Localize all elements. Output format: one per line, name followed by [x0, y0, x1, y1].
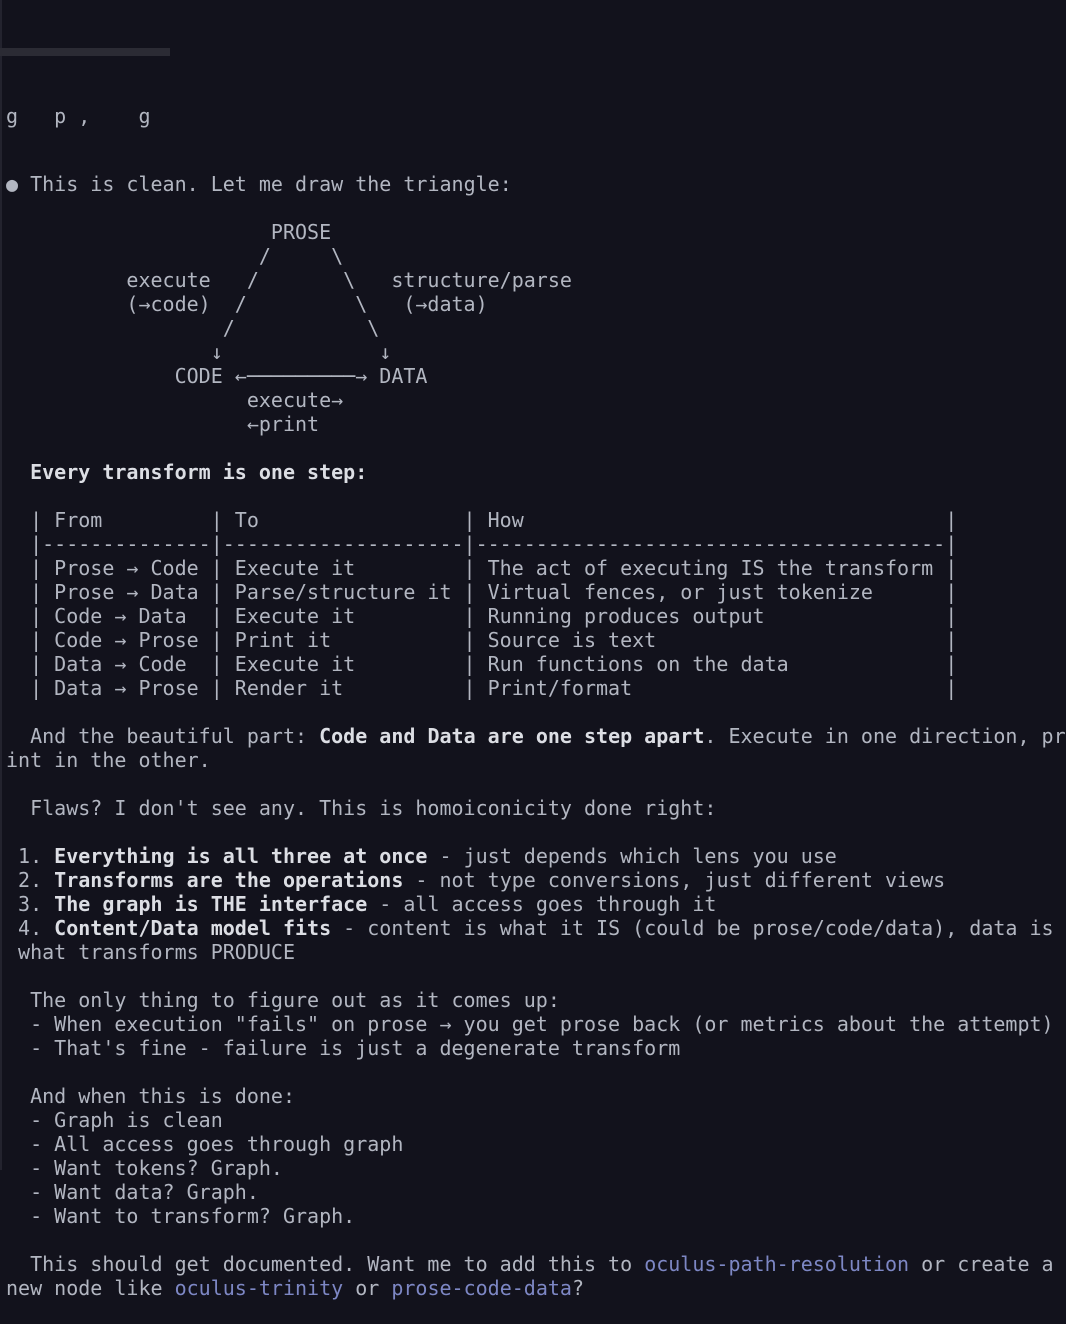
text-segment: | From | To | How |: [6, 508, 958, 532]
terminal-line: [0, 772, 1062, 796]
text-segment: - When execution "fails" on prose → you get prose back (or metrics about the attempt): [6, 1012, 1054, 1036]
dash-item: [0, 1132, 1062, 1156]
text-segment: ←print: [6, 412, 320, 436]
text-segment: | Code → Prose | Print it | Source is text |: [6, 628, 958, 652]
list-item-4-wrap: [0, 940, 1062, 964]
heading-every-transform: Every transform is one step:: [30, 460, 368, 484]
link-oculus-path-resolution[interactable]: oculus-path-resolution: [644, 1252, 910, 1276]
diagram-line: [0, 220, 1062, 244]
diagram-line: [0, 340, 1062, 364]
diagram-line: [0, 364, 1062, 388]
text-segment: ↓ ↓: [6, 340, 392, 364]
table-row: [0, 676, 1062, 700]
text-segment: The only thing to figure out as it comes up:: [6, 988, 560, 1012]
diagram-line: [0, 244, 1062, 268]
selection-highlight: [0, 48, 170, 56]
text-segment: 2.: [6, 868, 55, 892]
dash-item: [0, 1204, 1062, 1228]
text-segment: | Data → Prose | Render it | Print/format |: [6, 676, 958, 700]
bold-list-item-4: Content/Data model fits: [54, 916, 332, 940]
clipped-text: g p , g: [6, 104, 151, 128]
paragraph-line: [0, 1084, 1062, 1108]
text-segment: / \: [6, 316, 380, 340]
text-segment: | Prose → Data | Parse/structure it | Virtual fences, or just tokenize |: [6, 580, 958, 604]
terminal-line: [0, 820, 1062, 844]
text-segment: 4.: [6, 916, 55, 940]
diagram-line: [0, 268, 1062, 292]
paragraph-line: [0, 748, 1062, 772]
terminal-line: [0, 964, 1062, 988]
dash-item: [0, 1108, 1062, 1132]
terminal-line: [0, 1228, 1062, 1252]
text-segment: And the beautiful part:: [6, 724, 320, 748]
text-segment: - Graph is clean: [6, 1108, 223, 1132]
text-segment: [6, 460, 30, 484]
text-segment: int in the other.: [6, 748, 211, 772]
closing-line: [0, 1252, 1062, 1276]
text-segment: - Want tokens? Graph.: [6, 1156, 283, 1180]
text-segment: And when this is done:: [6, 1084, 295, 1108]
dash-item: [0, 1180, 1062, 1204]
diagram-line: [0, 292, 1062, 316]
text-segment: (→code) / \ (→data): [6, 292, 488, 316]
terminal-line: [0, 196, 1062, 220]
terminal-line: [0, 436, 1062, 460]
text-segment: . Execute in one direction, pr: [704, 724, 1066, 748]
bold-list-item-3: The graph is THE interface: [54, 892, 368, 916]
terminal-line: [0, 484, 1062, 508]
diagram-line: [0, 316, 1062, 340]
text-segment: ?: [571, 1276, 584, 1300]
text-segment: CODE ←─────────→ DATA: [6, 364, 428, 388]
paragraph-line: [0, 796, 1062, 820]
text-segment: or: [343, 1276, 392, 1300]
table-row: [0, 580, 1062, 604]
bold-list-item-1: Everything is all three at once: [54, 844, 428, 868]
closing-line-wrap: [0, 1276, 1062, 1300]
list-item-2: [0, 868, 1062, 892]
terminal-line: [0, 700, 1062, 724]
text-segment: 3.: [6, 892, 55, 916]
bold-one-step-apart: Code and Data are one step apart: [319, 724, 705, 748]
table-row: [0, 556, 1062, 580]
diagram-line: [0, 412, 1062, 436]
text-segment: - Want to transform? Graph.: [6, 1204, 356, 1228]
text-segment: - content is what it IS (could be prose/code/data), data is: [331, 916, 1054, 940]
table-row: [0, 604, 1062, 628]
text-segment: new node like: [6, 1276, 175, 1300]
paragraph-line: [0, 724, 1066, 748]
text-segment: what transforms PRODUCE: [6, 940, 295, 964]
text-segment: | Prose → Code | Execute it | The act of executing IS the transform |: [6, 556, 958, 580]
bold-list-item-2: Transforms are the operations: [54, 868, 404, 892]
clipped-previous-line: [0, 48, 1062, 128]
text-segment: execute / \ structure/parse: [6, 268, 572, 292]
response-bullet-icon: ●: [6, 172, 19, 196]
text-segment: PROSE: [6, 220, 332, 244]
text-segment: - all access goes through it: [367, 892, 717, 916]
text-segment: execute→: [6, 388, 344, 412]
text-segment: or create a: [909, 1252, 1054, 1276]
text-segment: |--------------|--------------------|---------------------------------------|: [6, 532, 958, 556]
dash-item: [0, 1156, 1062, 1180]
table-divider-row: [0, 532, 1062, 556]
diagram-line: [0, 388, 1062, 412]
list-item-4: [0, 916, 1062, 940]
terminal-lines: [0, 172, 1066, 1300]
table-header-row: [0, 508, 1062, 532]
table-row: [0, 652, 1062, 676]
text-segment: | Data → Code | Execute it | Run functions on the data |: [6, 652, 958, 676]
text-segment: - Want data? Graph.: [6, 1180, 259, 1204]
text-segment: - not type conversions, just different views: [403, 868, 946, 892]
paragraph-line: [0, 988, 1062, 1012]
text-segment: / \: [6, 244, 344, 268]
text-segment: Flaws? I don't see any. This is homoiconicity done right:: [6, 796, 717, 820]
link-oculus-trinity[interactable]: oculus-trinity: [174, 1276, 344, 1300]
table-row: [0, 628, 1062, 652]
link-prose-code-data[interactable]: prose-code-data: [391, 1276, 572, 1300]
dash-item: [0, 1036, 1062, 1060]
text-segment: This should get documented. Want me to add this to: [6, 1252, 645, 1276]
terminal-line: [0, 1060, 1062, 1084]
text-segment: - All access goes through graph: [6, 1132, 404, 1156]
dash-item: [0, 1012, 1062, 1036]
list-item-1: [0, 844, 1062, 868]
text-segment: - just depends which lens you use: [427, 844, 837, 868]
text-segment: | Code → Data | Execute it | Running produces output |: [6, 604, 958, 628]
text-segment: This is clean. Let me draw the triangle:: [18, 172, 512, 196]
text-segment: - That's fine - failure is just a degenerate transform: [6, 1036, 681, 1060]
list-item-3: [0, 892, 1062, 916]
text-segment: 1.: [6, 844, 55, 868]
section-heading: [0, 460, 1062, 484]
